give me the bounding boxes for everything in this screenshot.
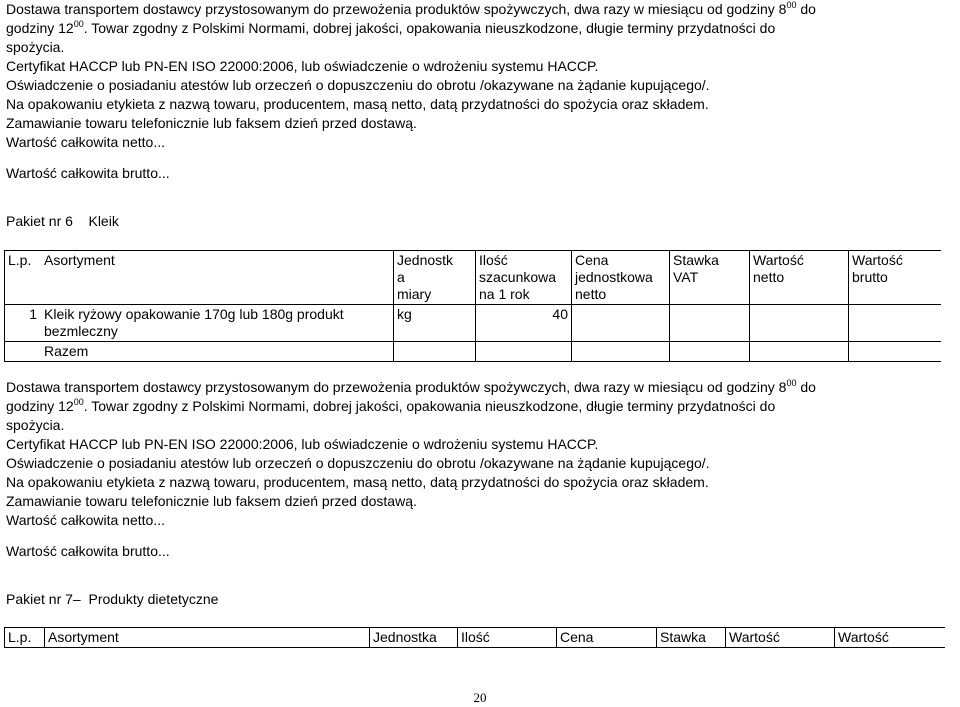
statement-text: Oświadczenie o posiadaniu atestów lub orzeczeń o dopuszczeniu do obrotu /okazywane na żądanie kupującego/. — [6, 77, 710, 93]
header-qty-line: szacunkowa — [479, 269, 557, 285]
header-unit: Jednostka — [370, 628, 458, 648]
delivery-text — [6, 19, 956, 38]
delivery-line1-end: do — [796, 379, 816, 395]
delivery-line1-end: do — [796, 1, 816, 17]
header-gross-line: Wartość — [852, 252, 903, 268]
header-unit-price — [572, 251, 670, 305]
package-6-table — [4, 250, 941, 362]
row-unit-price — [572, 305, 670, 342]
summary-cell — [394, 342, 476, 362]
row-lp: 1 — [5, 305, 42, 342]
total-net: Wartość całkowita netto... — [6, 512, 165, 528]
header-unit-line: Jednostk — [397, 252, 454, 268]
certificate-text: Certyfikat HACCP lub PN-EN ISO 22000:2006, lub oświadczenie o wdrożeniu systemu HACCP. — [6, 436, 599, 452]
statement-text: Oświadczenie o posiadaniu atestów lub orzeczeń o dopuszczeniu do obrotu /okazywane na żądanie kupującego/. — [6, 455, 710, 471]
row-product-name — [41, 305, 394, 342]
superscript: 00 — [73, 397, 84, 407]
total-gross: Wartość całkowita brutto... — [6, 165, 170, 181]
delivery-text — [6, 0, 956, 19]
header-unit-price: Cena — [557, 628, 657, 648]
summary-cell — [476, 342, 572, 362]
delivery-line2-start: godziny 12 — [6, 20, 74, 36]
superscript: 00 — [73, 19, 84, 29]
certificate-text: Certyfikat HACCP lub PN-EN ISO 22000:2006, lub oświadczenie o wdrożeniu systemu HACCP. — [6, 58, 599, 74]
delivery-line2-start: godziny 12 — [6, 398, 74, 414]
header-net-line: netto — [753, 269, 785, 285]
delivery-line1: Dostawa transportem dostawcy przystosowanym do przewożenia produktów spożywczych, dwa razy w miesiącu od godziny 8 — [6, 1, 787, 17]
header-asortyment: Asortyment — [41, 251, 394, 305]
header-price-line: jednostkowa — [575, 269, 653, 285]
header-price-line: netto — [575, 286, 607, 302]
superscript: 00 — [786, 378, 797, 388]
row-quantity: 40 — [476, 305, 572, 342]
product-name-line: Kleik ryżowy opakowanie 170g lub 180g produkt — [44, 306, 344, 322]
delivery-line2: . Towar zgodny z Polskimi Normami, dobrej jakości, opakowania nieuszkodzone, długie terminy przydatności do — [83, 20, 776, 36]
superscript: 00 — [786, 0, 797, 10]
row-net-value — [750, 305, 849, 342]
ordering-text: Zamawianie towaru telefonicznie lub faksem dzień przed dostawą. — [6, 493, 417, 509]
header-vat: Stawka — [657, 628, 726, 648]
delivery-text — [6, 397, 956, 416]
delivery-line2: . Towar zgodny z Polskimi Normami, dobrej jakości, opakowania nieuszkodzone, długie terminy przydatności do — [83, 398, 776, 414]
label-info-text: Na opakowaniu etykieta z nazwą towaru, producentem, masą netto, datą przydatności do spożycia oraz składem. — [6, 96, 709, 112]
summary-cell — [572, 342, 670, 362]
summary-row — [5, 342, 942, 362]
row-gross-value — [849, 305, 942, 342]
header-gross-value — [849, 251, 942, 305]
header-asortyment: Asortyment — [45, 628, 370, 648]
header-price-line: Cena — [575, 252, 609, 268]
header-qty-line: na 1 rok — [479, 286, 530, 302]
package-7-title: Pakiet nr 7– Produkty dietetyczne — [6, 591, 219, 607]
table-header-row — [5, 628, 946, 648]
header-net-value — [750, 251, 849, 305]
header-quantity — [476, 251, 572, 305]
header-unit-line: a — [397, 269, 405, 285]
header-gross-value: Wartość — [835, 628, 946, 648]
delivery-terms-top — [6, 0, 956, 183]
delivery-line1: Dostawa transportem dostawcy przystosowanym do przewożenia produktów spożywczych, dwa razy w miesiącu od godziny 8 — [6, 379, 787, 395]
header-vat — [670, 251, 750, 305]
total-gross: Wartość całkowita brutto... — [6, 543, 170, 559]
total-net: Wartość całkowita netto... — [6, 134, 165, 150]
row-unit: kg — [394, 305, 476, 342]
table-header-row — [5, 251, 942, 305]
product-name-line: bezmleczny — [44, 323, 118, 339]
header-lp: L.p. — [5, 251, 42, 305]
header-unit — [394, 251, 476, 305]
label-info-text: Na opakowaniu etykieta z nazwą towaru, producentem, masą netto, datą przydatności do spożycia oraz składem. — [6, 474, 709, 490]
summary-cell — [670, 342, 750, 362]
summary-cell — [750, 342, 849, 362]
header-gross-line: brutto — [852, 269, 888, 285]
summary-lp — [5, 342, 42, 362]
summary-label: Razem — [41, 342, 394, 362]
header-unit-line: miary — [397, 286, 432, 302]
ordering-text: Zamawianie towaru telefonicznie lub faksem dzień przed dostawą. — [6, 115, 417, 131]
header-vat-line: Stawka — [673, 252, 719, 268]
header-vat-line: VAT — [673, 269, 699, 285]
header-quantity: Ilość — [458, 628, 557, 648]
delivery-line3: spożycia. — [6, 417, 65, 433]
delivery-terms-bottom — [6, 378, 956, 561]
header-lp: L.p. — [5, 628, 45, 648]
header-net-value: Wartość — [726, 628, 835, 648]
row-vat — [670, 305, 750, 342]
delivery-text — [6, 378, 956, 397]
header-net-line: Wartość — [753, 252, 804, 268]
package-6-title: Pakiet nr 6 Kleik — [6, 213, 119, 229]
summary-cell — [849, 342, 942, 362]
package-7-table — [4, 627, 945, 648]
table-row — [5, 305, 942, 342]
page-number: 20 — [473, 690, 487, 705]
header-qty-line: Ilość — [479, 252, 508, 268]
delivery-line3: spożycia. — [6, 39, 65, 55]
